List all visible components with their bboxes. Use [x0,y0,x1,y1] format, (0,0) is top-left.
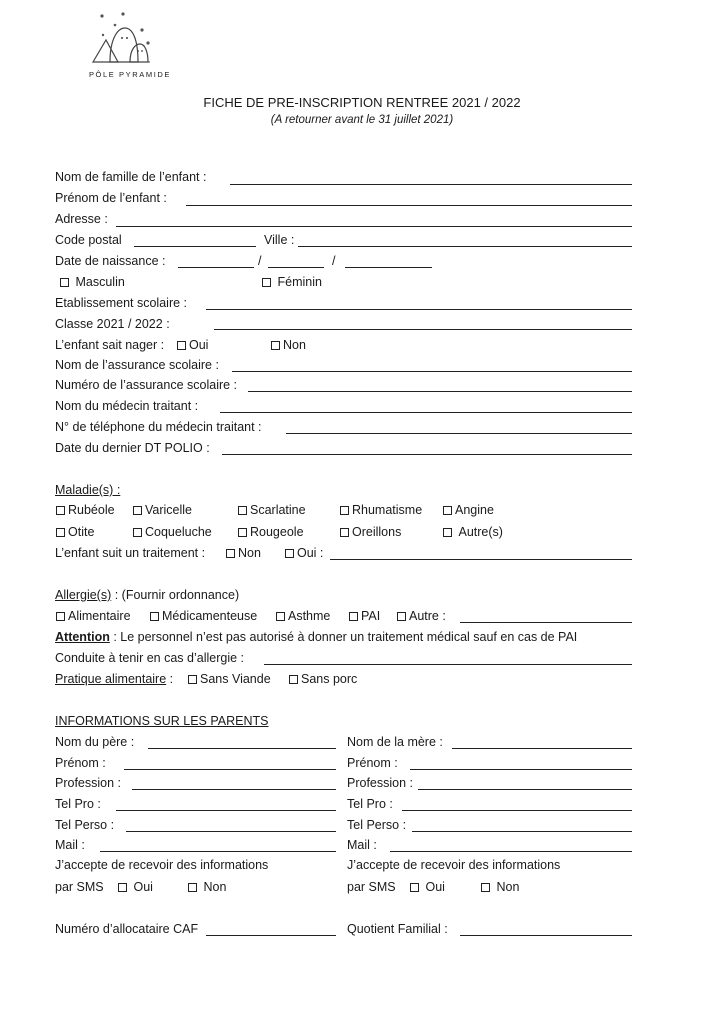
field-prenom-mere[interactable] [410,769,632,770]
checkbox-rubeole[interactable]: Rubéole [56,503,115,517]
page-title: FICHE DE PRE-INSCRIPTION RENTREE 2021 / 2022 [203,95,521,110]
checkbox-sms-non-pere[interactable]: Non [188,880,226,894]
checkbox-masculin[interactable]: Masculin [60,275,125,289]
label-telperso-mere: Tel Perso : [347,818,407,832]
label-medecin: Nom du médecin traitant : [55,399,199,413]
field-quotient[interactable] [460,935,632,936]
field-telpro-mere[interactable] [402,810,632,811]
checkbox-icon [56,528,65,537]
checkbox-icon [238,528,247,537]
field-tel-medecin[interactable] [286,433,632,434]
label-sms-mere: par SMS [347,880,396,894]
checkbox-varicelle[interactable]: Varicelle [133,503,192,517]
checkbox-scarlatine[interactable]: Scarlatine [238,503,306,517]
field-mail-pere[interactable] [100,851,336,852]
label-quotient: Quotient Familial : [347,922,448,936]
field-adresse[interactable] [116,226,632,227]
field-ville[interactable] [298,246,632,247]
field-dt-polio[interactable] [222,454,632,455]
field-allergie-autre[interactable] [460,622,632,623]
field-assurance-num[interactable] [248,391,632,392]
label-mail-pere: Mail : [55,838,85,852]
label-etablissement: Etablissement scolaire : [55,296,188,310]
checkbox-icon [133,506,142,515]
checkbox-pai[interactable]: PAI [349,609,380,623]
label-telpro-mere: Tel Pro : [347,797,393,811]
field-traitement[interactable] [330,559,632,560]
checkbox-icon [226,549,235,558]
field-caf[interactable] [206,935,336,936]
field-assurance-nom[interactable] [232,371,632,372]
checkbox-icon [443,528,452,537]
checkbox-icon [133,528,142,537]
checkbox-icon [285,549,294,558]
label-adresse: Adresse : [55,212,108,226]
field-prenom-pere[interactable] [124,769,336,770]
checkbox-oreillons[interactable]: Oreillons [340,525,401,539]
field-nom-mere[interactable] [452,748,632,749]
label-telpro-pere: Tel Pro : [55,797,101,811]
checkbox-rhumatisme[interactable]: Rhumatisme [340,503,422,517]
label-assurance-num: Numéro de l’assurance scolaire : [55,378,238,392]
label-caf: Numéro d’allocataire CAF [55,922,199,936]
label-accept-mere: J’accepte de recevoir des informations [347,858,561,872]
checkbox-icon [410,883,419,892]
checkbox-coqueluche[interactable]: Coqueluche [133,525,212,539]
label-prenom-pere: Prénom : [55,756,106,770]
field-mail-mere[interactable] [390,851,632,852]
label-nom-mere: Nom de la mère : [347,735,443,749]
checkbox-sans-viande[interactable]: Sans Viande [188,672,271,686]
field-telpro-pere[interactable] [116,810,336,811]
field-code-postal[interactable] [134,246,256,247]
checkbox-icon [340,506,349,515]
label-conduite: Conduite à tenir en cas d’allergie : [55,651,245,665]
checkbox-icon [443,506,452,515]
label-assurance-nom: Nom de l’assurance scolaire : [55,358,219,372]
field-conduite[interactable] [264,664,632,665]
label-accept-pere: J’accepte de recevoir des informations [55,858,269,872]
pyramid-logo-icon [60,8,200,74]
checkbox-icon [238,506,247,515]
field-nom-enfant[interactable] [230,184,632,185]
section-heading-maladies: Maladie(s) : [55,483,121,497]
field-naissance-annee[interactable] [345,267,432,268]
checkbox-nager-oui[interactable]: Oui [177,338,208,352]
field-etablissement[interactable] [206,309,632,310]
checkbox-icon [60,278,69,287]
checkbox-rougeole[interactable]: Rougeole [238,525,304,539]
field-profession-mere[interactable] [418,789,632,790]
checkbox-icon [118,883,127,892]
checkbox-otite[interactable]: Otite [56,525,94,539]
label-ville: Ville : [264,233,295,247]
checkbox-sms-non-mere[interactable]: Non [481,880,519,894]
checkbox-traitement-non[interactable]: Non [226,546,261,560]
label-nom-enfant: Nom de famille de l’enfant : [55,170,207,184]
checkbox-nager-non[interactable]: Non [271,338,306,352]
field-telperso-pere[interactable] [126,831,336,832]
checkbox-icon [262,278,271,287]
checkbox-icon [271,341,280,350]
label-sms-pere: par SMS [55,880,104,894]
checkbox-icon [56,506,65,515]
label-classe: Classe 2021 / 2022 : [55,317,170,331]
label-nager: L’enfant sait nager : [55,338,165,352]
checkbox-icon [289,675,298,684]
field-profession-pere[interactable] [132,789,336,790]
checkbox-autres[interactable]: Autre(s) [443,525,503,539]
field-telperso-mere[interactable] [412,831,632,832]
label-tel-medecin: N° de téléphone du médecin traitant : [55,420,262,434]
checkbox-icon [188,675,197,684]
checkbox-icon [188,883,197,892]
checkbox-icon [340,528,349,537]
checkbox-medicamenteuse[interactable]: Médicamenteuse [150,609,257,623]
checkbox-sms-oui-mere[interactable]: Oui [410,880,445,894]
label-prenom-enfant: Prénom de l’enfant : [55,191,167,205]
checkbox-autre[interactable]: Autre : [397,609,446,623]
date-separator: / [332,254,336,268]
label-profession-mere: Profession : [347,776,414,790]
field-naissance-mois[interactable] [268,267,324,268]
label-prenom-mere: Prénom : [347,756,398,770]
checkbox-asthme[interactable]: Asthme [276,609,330,623]
field-naissance-jour[interactable] [178,267,254,268]
checkbox-icon [276,612,285,621]
checkbox-alimentaire[interactable]: Alimentaire [56,609,131,623]
checkbox-icon [56,612,65,621]
checkbox-icon [177,341,186,350]
checkbox-sms-oui-pere[interactable]: Oui [118,880,153,894]
date-separator: / [258,254,262,268]
label-profession-pere: Profession : [55,776,122,790]
label-mail-mere: Mail : [347,838,377,852]
label-code-postal: Code postal [55,233,122,247]
page-subtitle: (A retourner avant le 31 juillet 2021) [270,114,454,126]
checkbox-icon [349,612,358,621]
label-pratique: Pratique alimentaire : [55,672,174,686]
checkbox-angine[interactable]: Angine [443,503,494,517]
field-prenom-enfant[interactable] [186,205,632,206]
checkbox-icon [397,612,406,621]
section-heading-allergies: Allergie(s) : (Fournir ordonnance) [55,588,240,602]
label-dt-polio: Date du dernier DT POLIO : [55,441,210,455]
attention-note: Attention : Le personnel n’est pas autorisé à donner un traitement médical sauf en cas de PAI [55,630,578,644]
field-medecin[interactable] [220,412,632,413]
checkbox-icon [150,612,159,621]
field-nom-pere[interactable] [148,748,336,749]
field-classe[interactable] [214,329,632,330]
label-naissance: Date de naissance : [55,254,166,268]
label-traitement: L’enfant suit un traitement : [55,546,206,560]
checkbox-sans-porc[interactable]: Sans porc [289,672,357,686]
logo-text: PÔLE PYRAMIDE [88,70,172,79]
checkbox-feminin[interactable]: Féminin [262,275,322,289]
logo [60,8,200,88]
label-telperso-pere: Tel Perso : [55,818,115,832]
checkbox-traitement-oui[interactable]: Oui : [285,546,323,560]
label-nom-pere: Nom du père : [55,735,135,749]
section-heading-parents: INFORMATIONS SUR LES PARENTS [55,714,269,728]
checkbox-icon [481,883,490,892]
